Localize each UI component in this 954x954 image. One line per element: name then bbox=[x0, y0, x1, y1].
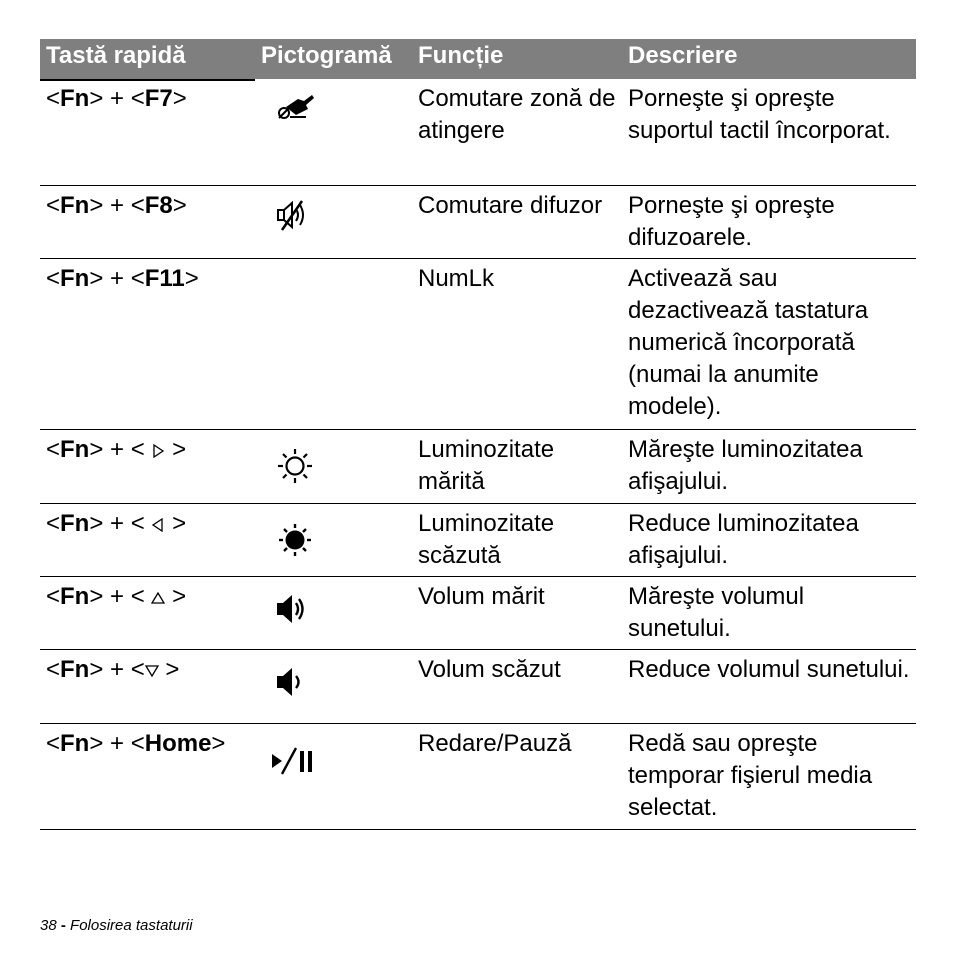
header-icon: Pictogramă bbox=[261, 42, 392, 69]
description-cell: Redă sau opreşte temporar fişierul media selectat. bbox=[628, 730, 873, 821]
hotkey-cell: <Fn> + <F8> bbox=[46, 192, 187, 219]
hotkey-cell: <Fn> + < > bbox=[46, 656, 180, 683]
description-cell: Măreşte luminozitatea afişajului. bbox=[628, 436, 863, 495]
table-row bbox=[40, 79, 916, 186]
function-cell: NumLk bbox=[418, 265, 495, 292]
function-cell: Comutare difuzor bbox=[418, 192, 603, 219]
touchpad-toggle-icon bbox=[268, 89, 318, 125]
page-footer bbox=[40, 917, 193, 934]
description-cell: Reduce volumul sunetului. bbox=[628, 656, 910, 683]
function-cell: Luminozitate mărită bbox=[418, 436, 555, 495]
down-arrow-icon bbox=[145, 664, 159, 678]
description-cell: Activează sau dezactivează tastatura numerică încorporată (numai la anumite modele). bbox=[628, 265, 869, 420]
header-hotkey: Tastă rapidă bbox=[46, 42, 186, 69]
volume-up-icon bbox=[268, 591, 318, 627]
hotkey-cell: <Fn> + <Home> bbox=[46, 730, 226, 757]
table-row bbox=[40, 259, 916, 430]
volume-down-icon bbox=[268, 664, 318, 700]
hotkey-cell: <Fn> + <F11> bbox=[46, 265, 199, 292]
table-header bbox=[40, 39, 916, 79]
description-cell: Porneşte şi opreşte difuzoarele. bbox=[628, 192, 835, 251]
play-pause-icon bbox=[268, 746, 318, 782]
speaker-mute-icon bbox=[268, 198, 318, 234]
table-row bbox=[40, 577, 916, 650]
table-row bbox=[40, 186, 916, 259]
function-cell: Volum mărit bbox=[418, 583, 545, 610]
left-arrow-icon bbox=[151, 518, 165, 532]
table-row bbox=[40, 650, 916, 724]
function-cell: Comutare zonă de atingere bbox=[418, 85, 616, 144]
brightness-up-icon bbox=[268, 448, 318, 484]
section-title: Folosirea tastaturii bbox=[70, 917, 193, 934]
hotkey-cell: <Fn> + < > bbox=[46, 510, 187, 537]
hotkey-cell: <Fn> + <F7> bbox=[46, 85, 187, 112]
header-function: Funcție bbox=[418, 42, 504, 69]
hotkey-cell: <Fn> + < > bbox=[46, 436, 187, 463]
function-cell: Redare/Pauză bbox=[418, 730, 572, 757]
right-arrow-icon bbox=[151, 444, 165, 458]
function-cell: Volum scăzut bbox=[418, 656, 561, 683]
description-cell: Porneşte şi opreşte suportul tactil încorporat. bbox=[628, 85, 891, 144]
description-cell: Reduce luminozitatea afişajului. bbox=[628, 510, 859, 569]
function-cell: Luminozitate scăzută bbox=[418, 510, 555, 569]
table-row bbox=[40, 430, 916, 504]
footer-separator: - bbox=[60, 917, 66, 934]
brightness-down-icon bbox=[268, 522, 318, 558]
hotkey-cell: <Fn> + < > bbox=[46, 583, 187, 610]
table-row bbox=[40, 504, 916, 577]
table-row bbox=[40, 724, 916, 830]
header-description: Descriere bbox=[628, 42, 738, 69]
hotkey-table bbox=[40, 39, 916, 830]
description-cell: Măreşte volumul sunetului. bbox=[628, 583, 805, 642]
up-arrow-icon bbox=[151, 591, 165, 605]
page-number: 38 bbox=[40, 917, 57, 934]
